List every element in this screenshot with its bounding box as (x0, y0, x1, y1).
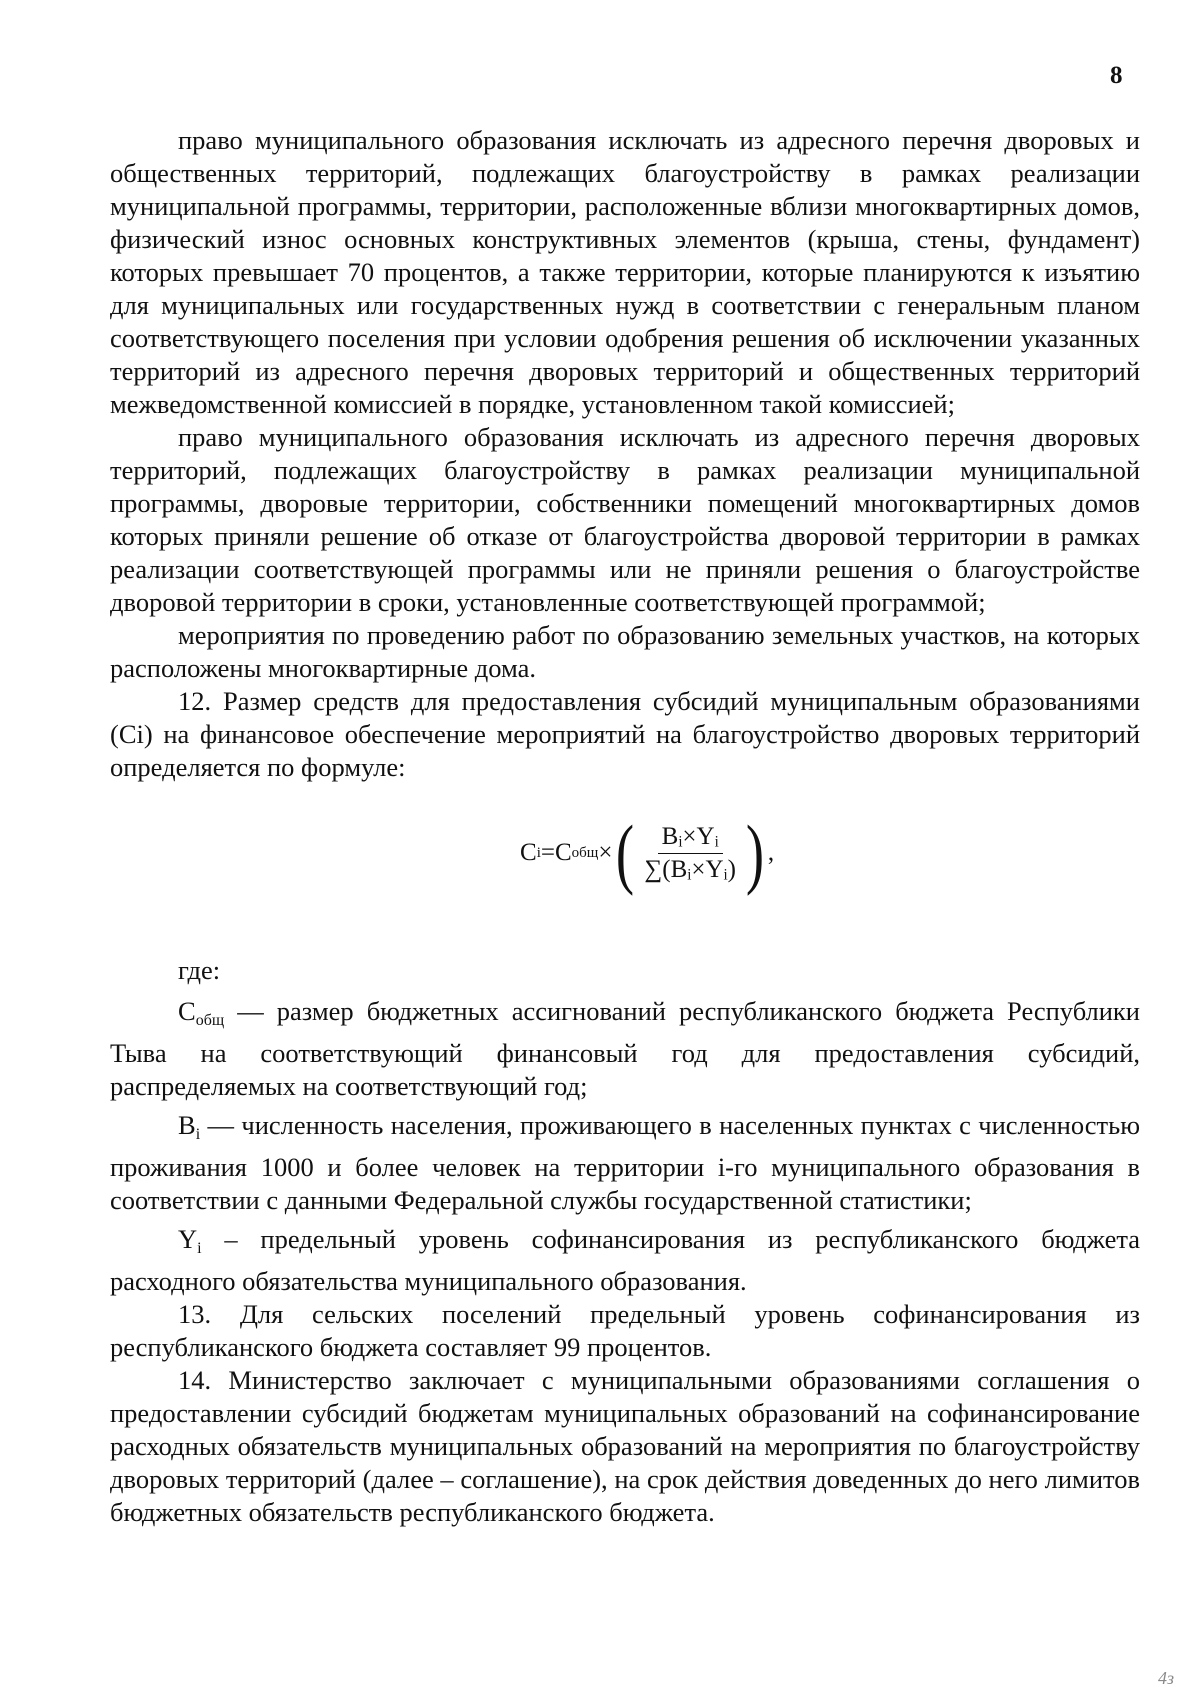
def-symbol: С (178, 996, 196, 1026)
def-symbol-sub: i (197, 1240, 202, 1257)
paragraph: 14. Министерство заключает с муниципальными образованиями соглашения о предоставлении субсидий бюджетам муниципальных образований на софинансирование расходных обязательств муниципальных образований на мероприятия по благоустройству дворовых территорий (далее – соглашение), на срок действия доведенных до него лимитов бюджетных обязательств республиканского бюджета. (110, 1365, 1140, 1527)
left-paren: ( (616, 809, 635, 896)
def-text: — размер бюджетных ассигнований республиканского бюджета Республики Тыва на соответствующий финансовый год для предоставления субсидий, распределяемых на соответствующий год; (110, 996, 1140, 1101)
sum-sign: ∑ (644, 855, 663, 883)
page-number: 8 (1110, 62, 1123, 89)
definition-population (110, 1109, 1140, 1217)
def-symbol: Y (178, 1224, 198, 1254)
formula-block (110, 784, 1140, 954)
def-symbol-sub: общ (195, 1012, 225, 1029)
formula-denominator-wrap (640, 854, 740, 884)
paragraph: 12. Размер средств для предоставления субсидий муниципальным образованиями (Ci) на финансовое обеспечение мероприятий на благоустройство дворовых территорий определяется по формуле: (110, 686, 1140, 782)
paragraph: право муниципального образования исключать из адресного перечня дворовых и общественных территорий, подлежащих благоустройству в рамках реализации муниципальной программы, территории, расположенные вблизи многоквартирных домов, физический износ основных конструктивных элементов (крыша, стены, фундамент) которых превышает 70 процентов, а также территории, которые планируются к изъятию для муниципальных или государственных нужд в соответствии с генеральным планом соответствующего поселения при условии одобрения решения об исключении указанных территорий из адресного перечня дворовых территорий и общественных территорий межведомственной комиссией в порядке, установленном такой комиссией; (110, 125, 1140, 419)
formula-tail: , (767, 839, 775, 866)
where-label: где: (178, 955, 221, 985)
formula-numerator: Bᵢ×Yᵢ (658, 823, 723, 854)
subsidy-formula (520, 809, 775, 896)
paragraph: право муниципального образования исключать из адресного перечня дворовых территорий, подлежащих благоустройству в рамках реализации муниципальной программы, дворовые территории, собственники помещений многоквартирных домов которых приняли решение об отказе от благоустройства дворовой территории в рамках реализации соответствующей программы или не приняли решения о благоустройстве дворовой территории в сроки, установленные соответствующей программой; (110, 422, 1140, 617)
formula-total-sub: общ (571, 844, 599, 861)
definition-total (110, 995, 1140, 1103)
def-symbol: B (178, 1110, 196, 1140)
formula-eq: =C (540, 839, 572, 866)
formula-denominator: (Bᵢ×Yᵢ) (662, 855, 736, 883)
formula-lhs: C (520, 839, 537, 866)
formula-times: × (598, 839, 613, 866)
def-text: — численность населения, проживающего в населенных пунктах с численностью проживания 1000 и более человек на территории i-го муниципального образования в соответствии с данными Федеральной службы государственной статистики; (110, 1110, 1140, 1215)
definition-cofinancing (110, 1223, 1140, 1298)
def-symbol-sub: i (195, 1126, 201, 1143)
def-text: – предельный уровень софинансирования из республиканского бюджета расходного обязательства муниципального образования. (110, 1224, 1140, 1296)
formula-fraction (640, 823, 740, 884)
paragraph: мероприятия по проведению работ по образованию земельных участков, на которых расположены многоквартирные дома. (110, 620, 1140, 683)
body-text (110, 124, 1140, 1529)
handwritten-mark: 4з (1158, 1668, 1175, 1688)
right-paren: ) (745, 809, 765, 896)
paragraph: 13. Для сельских поселений предельный уровень софинансирования из республиканского бюджета составляет 99 процентов. (110, 1299, 1140, 1362)
formula-lhs-sub: i (536, 844, 541, 861)
